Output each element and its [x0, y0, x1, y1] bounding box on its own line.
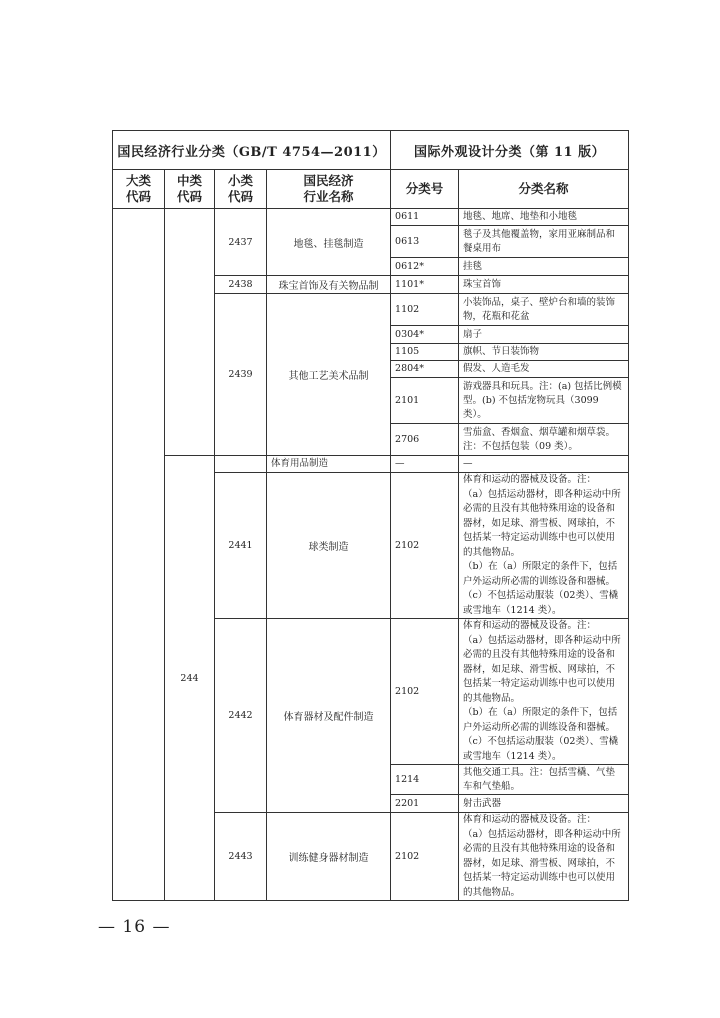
middle-code-cell: 244	[165, 456, 215, 901]
class-code-cell: 0611	[391, 209, 459, 226]
minor-code-cell: 2443	[215, 813, 267, 901]
table-row	[113, 209, 629, 226]
minor-code-cell: 2442	[215, 619, 267, 813]
class-code-cell: 2101	[391, 378, 459, 424]
class-desc-cell: 旗帜、节日装饰物	[459, 344, 629, 361]
header-row-columns	[113, 170, 629, 209]
class-desc-cell: 小装饰品，桌子、壁炉台和墙的装饰物，花瓶和花盆	[459, 294, 629, 326]
industry-name-cell: 地毯、挂毯制造	[267, 209, 391, 276]
industry-name-cell: 体育用品制造	[267, 456, 391, 473]
class-code-cell: 2102	[391, 473, 459, 619]
class-desc-cell: 假发、人造毛发	[459, 361, 629, 378]
minor-code-cell	[215, 456, 267, 473]
col-industry-name: 国民经济 行业名称	[267, 170, 391, 209]
class-desc-cell: 珠宝首饰	[459, 276, 629, 294]
class-code-cell: 1214	[391, 765, 459, 795]
class-code-cell: 2706	[391, 424, 459, 456]
class-code-cell: 1101*	[391, 276, 459, 294]
minor-code-cell: 2437	[215, 209, 267, 276]
class-code-cell: 0612*	[391, 258, 459, 276]
class-desc-cell: 体育和运动的器械及设备。注： （a）包括运动器材，即各种运动中所必需的且没有其他特殊用途的设备和器材，如足球、滑雪板、网球拍，不包括某一特定运动训练中也可以使用的其他物品。 （b）在（a）所限定的条件下，包括户外运动所必需的训练设备和器械。（c）不包括运动服装（02类）、雪橇或雪地车（1214 类）。	[459, 619, 629, 765]
class-code-cell: 1102	[391, 294, 459, 326]
class-desc-cell: 体育和运动的器械及设备。注： （a）包括运动器材，即各种运动中所必需的且没有其他特殊用途的设备和器材，如足球、滑雪板、网球拍，不包括某一特定运动训练中也可以使用的其他物品。	[459, 813, 629, 901]
header-left-title: 国民经济行业分类（GB/T 4754—2011）	[113, 131, 391, 170]
class-desc-cell: 毯子及其他覆盖物，家用亚麻制品和餐桌用布	[459, 226, 629, 258]
class-desc-cell: 其他交通工具。注：包括雪橇、气垫车和气垫船。	[459, 765, 629, 795]
page-number: — 16 —	[98, 917, 171, 937]
class-code-cell: 2102	[391, 813, 459, 901]
class-code-cell: 2102	[391, 619, 459, 765]
major-code-cell	[113, 209, 165, 901]
minor-code-cell: 2439	[215, 294, 267, 456]
col-major-code: 大类 代码	[113, 170, 165, 209]
col-middle-code: 中类 代码	[165, 170, 215, 209]
class-desc-cell: 射击武器	[459, 795, 629, 813]
industry-name-cell: 球类制造	[267, 473, 391, 619]
class-desc-cell: 体育和运动的器械及设备。注： （a）包括运动器材，即各种运动中所必需的且没有其他特殊用途的设备和器材，如足球、滑雪板、网球拍，不包括某一特定运动训练中也可以使用的其他物品。 （b）在（a）所限定的条件下，包括户外运动所必需的训练设备和器械。（c）不包括运动服装（02类）、雪橇或雪地车（1214 类）。	[459, 473, 629, 619]
class-code-cell: 2804*	[391, 361, 459, 378]
class-code-cell: —	[391, 456, 459, 473]
header-right-title: 国际外观设计分类（第 11 版）	[391, 131, 629, 170]
class-desc-cell: —	[459, 456, 629, 473]
industry-name-cell: 珠宝首饰及有关物品制	[267, 276, 391, 294]
class-desc-cell: 地毯、地席、地垫和小地毯	[459, 209, 629, 226]
table-row	[113, 456, 629, 473]
col-class-name: 分类名称	[459, 170, 629, 209]
class-code-cell: 0304*	[391, 326, 459, 344]
class-code-cell: 2201	[391, 795, 459, 813]
class-desc-cell: 扇子	[459, 326, 629, 344]
industry-name-cell: 其他工艺美术品制	[267, 294, 391, 456]
middle-code-cell	[165, 209, 215, 456]
industry-name-cell: 体育器材及配件制造	[267, 619, 391, 813]
header-row-main	[113, 131, 629, 170]
col-minor-code: 小类 代码	[215, 170, 267, 209]
class-desc-cell: 雪茄盒、香烟盒、烟草罐和烟草袋。注：不包括包装（09 类）。	[459, 424, 629, 456]
col-class-number: 分类号	[391, 170, 459, 209]
minor-code-cell: 2438	[215, 276, 267, 294]
industry-name-cell: 训练健身器材制造	[267, 813, 391, 901]
minor-code-cell: 2441	[215, 473, 267, 619]
classification-table	[112, 130, 629, 901]
class-code-cell: 1105	[391, 344, 459, 361]
class-code-cell: 0613	[391, 226, 459, 258]
class-desc-cell: 游戏器具和玩具。注：(a) 包括比例模型。(b) 不包括宠物玩具（3099 类）。	[459, 378, 629, 424]
class-desc-cell: 挂毯	[459, 258, 629, 276]
